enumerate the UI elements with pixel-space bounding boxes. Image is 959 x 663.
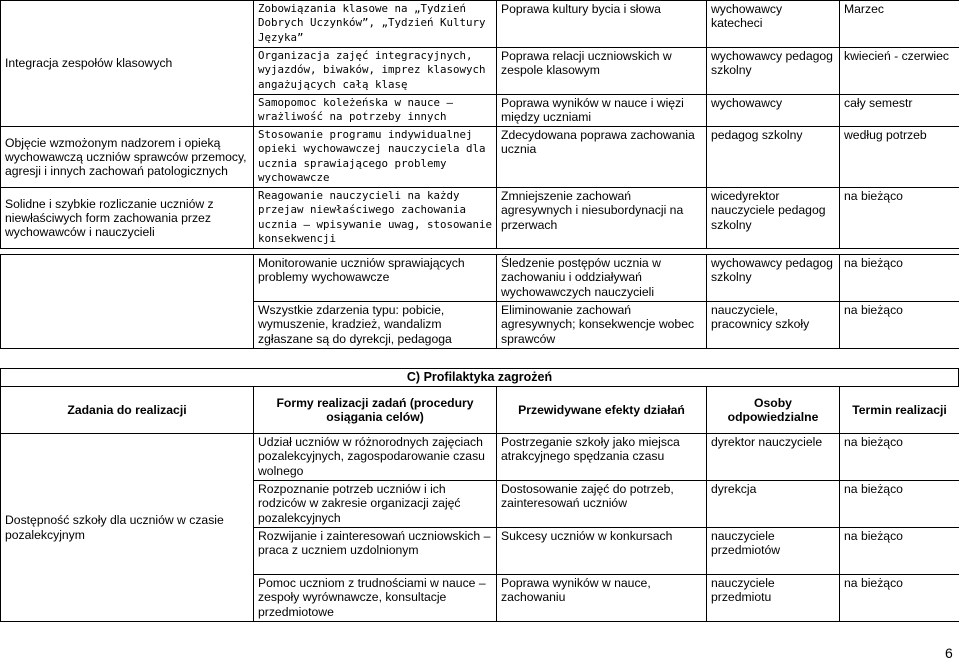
deadline-cell: na bieżąco <box>840 528 959 575</box>
form-cell: Samopomoc koleżeńska w nauce – wrażliwość na potrzeby innych <box>254 95 497 127</box>
table-row <box>1 1 959 48</box>
form-cell: Rozpoznanie potrzeb uczniów i ich rodziców w zakresie organizacji zajęć pozalekcyjnych <box>254 481 497 528</box>
deadline-cell: cały semestr <box>840 95 959 127</box>
effect-cell: Eliminowanie zachowań agresywnych; konsekwencje wobec sprawców <box>497 302 707 349</box>
responsible-cell: wychowawcy pedagog szkolny <box>707 48 840 95</box>
form-cell: Rozwijanie i zainteresowań uczniowskich – praca z uczniem uzdolnionym <box>254 528 497 575</box>
responsible-cell: wychowawcy <box>707 95 840 127</box>
task-cell: Dostępność szkoły dla uczniów w czasie pozalekcyjnym <box>1 434 254 622</box>
responsible-cell: wychowawcy katecheci <box>707 1 840 48</box>
responsible-cell: pedagog szkolny <box>707 127 840 188</box>
effect-cell: Dostosowanie zajęć do potrzeb, zainteresowań uczniów <box>497 481 707 528</box>
responsible-cell: nauczyciele, pracownicy szkoły <box>707 302 840 349</box>
form-cell: Zobowiązania klasowe na „Tydzień Dobrych Uczynków”, „Tydzień Kultury Języka” <box>254 1 497 48</box>
header-tasks: Zadania do realizacji <box>1 387 254 434</box>
form-cell: Pomoc uczniom z trudnościami w nauce – zespoły wyrównawcze, konsultacje przedmiotowe <box>254 575 497 622</box>
responsible-cell: wicedyrektor nauczyciele pedagog szkolny <box>707 188 840 249</box>
deadline-cell: na bieżąco <box>840 302 959 349</box>
responsible-cell: dyrekcja <box>707 481 840 528</box>
effect-cell: Sukcesy uczniów w konkursach <box>497 528 707 575</box>
section-title: C) Profilaktyka zagrożeń <box>0 368 959 387</box>
form-cell: Udział uczniów w różnorodnych zajęciach pozalekcyjnych, zagospodarowanie czasu wolnego <box>254 434 497 481</box>
deadline-cell: na bieżąco <box>840 481 959 528</box>
effect-cell: Poprawa relacji uczniowskich w zespole klasowym <box>497 48 707 95</box>
task-cell: Integracja zespołów klasowych <box>1 1 254 127</box>
deadline-cell: według potrzeb <box>840 127 959 188</box>
header-forms: Formy realizacji zadań (procedury osiągania celów) <box>254 387 497 434</box>
form-cell: Reagowanie nauczycieli na każdy przejaw niewłaściwego zachowania ucznia – wpisywanie uwag, stosowanie konsekwencji <box>254 188 497 249</box>
effect-cell: Poprawa wyników w nauce, zachowaniu <box>497 575 707 622</box>
responsible-cell: dyrektor nauczyciele <box>707 434 840 481</box>
deadline-cell: na bieżąco <box>840 434 959 481</box>
task-cell: Objęcie wzmożonym nadzorem i opieką wychowawczą uczniów sprawców przemocy, agresji i innych zachowań patologicznych <box>1 127 254 188</box>
form-cell: Stosowanie programu indywidualnej opieki wychowawczej nauczyciela dla ucznia sprawiającego problemy wychowawcze <box>254 127 497 188</box>
effect-cell: Postrzeganie szkoły jako miejsca atrakcyjnego spędzania czasu <box>497 434 707 481</box>
form-cell: Wszystkie zdarzenia typu: pobicie, wymuszenie, kradzież, wandalizm zgłaszane są do dyrekcji, pedagoga <box>254 302 497 349</box>
table-row <box>1 127 959 188</box>
page-number: 6 <box>945 645 953 661</box>
header-effects: Przewidywane efekty działań <box>497 387 707 434</box>
deadline-cell: Marzec <box>840 1 959 48</box>
deadline-cell: kwiecień - czerwiec <box>840 48 959 95</box>
deadline-cell: na bieżąco <box>840 188 959 249</box>
table-bottom <box>0 386 959 622</box>
form-cell: Organizacja zajęć integracyjnych, wyjazdów, biwaków, imprez klasowych angażujących całą klasę <box>254 48 497 95</box>
header-responsible: Osoby odpowiedzialne <box>707 387 840 434</box>
responsible-cell: nauczyciele przedmiotów <box>707 528 840 575</box>
task-cell: Solidne i szybkie rozliczanie uczniów z niewłaściwych form zachowania przez wychowawców i nauczycieli <box>1 188 254 249</box>
header-deadline: Termin realizacji <box>840 387 959 434</box>
effect-cell: Śledzenie postępów ucznia w zachowaniu i oddziaływań wychowawczych nauczycieli <box>497 255 707 302</box>
deadline-cell: na bieżąco <box>840 575 959 622</box>
task-cell-empty <box>1 255 254 349</box>
responsible-cell: nauczyciele przedmiotu <box>707 575 840 622</box>
responsible-cell: wychowawcy pedagog szkolny <box>707 255 840 302</box>
table-row <box>1 255 959 302</box>
effect-cell: Zmniejszenie zachowań agresywnych i niesubordynacji na przerwach <box>497 188 707 249</box>
header-row <box>1 387 959 434</box>
deadline-cell: na bieżąco <box>840 255 959 302</box>
effect-cell: Zdecydowana poprawa zachowania ucznia <box>497 127 707 188</box>
table-middle <box>0 254 959 349</box>
effect-cell: Poprawa wyników w nauce i więzi między uczniami <box>497 95 707 127</box>
form-cell: Monitorowanie uczniów sprawiających problemy wychowawcze <box>254 255 497 302</box>
effect-cell: Poprawa kultury bycia i słowa <box>497 1 707 48</box>
table-row <box>1 434 959 481</box>
table-row <box>1 188 959 249</box>
table-top <box>0 0 959 249</box>
